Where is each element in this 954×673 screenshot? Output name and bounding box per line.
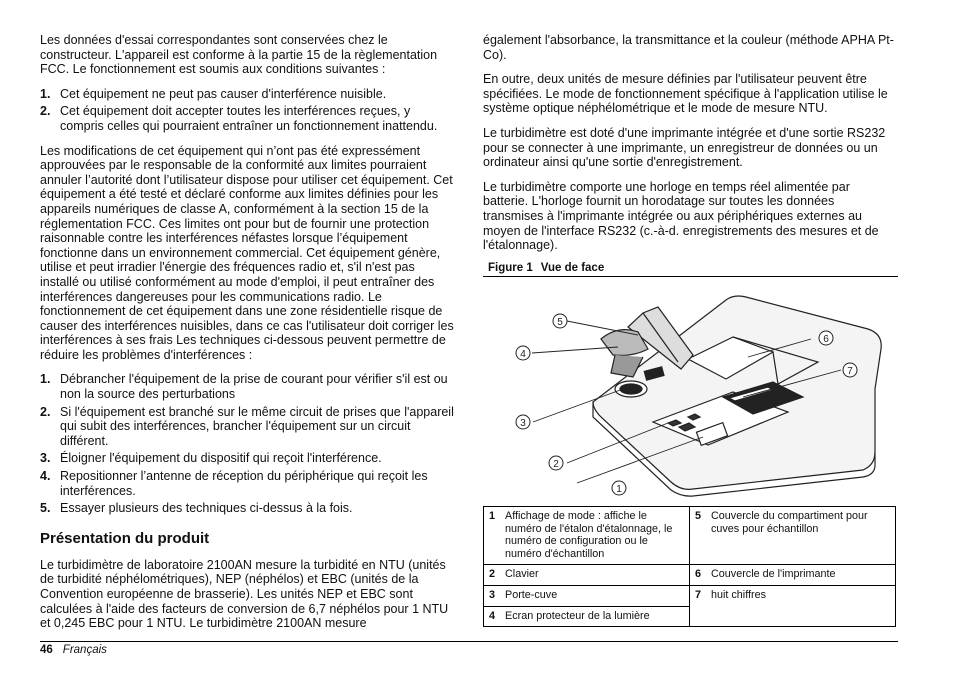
table-row: 3 Porte-cuve 7 huit chiffres — [484, 585, 896, 606]
callout-4: 4 — [520, 349, 526, 360]
section-heading: Présentation du produit — [40, 529, 210, 547]
body-paragraph: Le turbidimètre est doté d'une imprimante intégrée et d'une sortie RS232 pour se connecter à une imprimante, un enregistreur de données ou un ordinateur ainsi qu'une sortie d'enregistrement. — [483, 125, 886, 170]
right-column — [483, 33, 898, 263]
list-item: 4. Repositionner l’antenne de réception du périphérique qui reçoit les interférences. — [40, 469, 428, 498]
list-item: 2. Si l'équipement est branché sur le même circuit de prises que l'appareil qui subit des interférences, brancher l'équipement sur un circuit différent. — [40, 404, 454, 448]
callout-7: 7 — [847, 366, 853, 377]
table-row: 2 Clavier 6 Couvercle de l'imprimante — [484, 565, 896, 586]
figure-title: Vue de face — [540, 262, 605, 274]
page-number: 46 — [40, 644, 53, 656]
list-item: 1. Cet équipement ne peut pas causer d'interférence nuisible. — [40, 86, 387, 101]
fcc-conditions-list — [40, 87, 455, 134]
list-item: 1. Débrancher l'équipement de la prise de courant pour vérifier s'il est ou non la source des perturbations — [40, 372, 448, 402]
figure-number: Figure 1 — [488, 262, 533, 274]
list-item: 5. Essayer plusieurs des techniques ci-dessus à la fois. — [40, 501, 353, 516]
body-paragraph: Le turbidimètre comporte une horloge en temps réel alimentée par batterie. L'horloge fournit un horodatage sur toutes les données transmises à l'imprimante intégrée ou aux périphériques externes au moyen de l'interface RS232 (c.-à-d. enregistrements des mesures et de l'étalonnage). — [483, 179, 879, 253]
callout-1: 1 — [616, 484, 622, 495]
table-row: 4 Ecran protecteur de la lumière — [484, 606, 896, 627]
body-paragraph: également l'absorbance, la transmittance et la couleur (méthode APHA Pt-Co). — [483, 33, 894, 62]
callout-5: 5 — [557, 317, 563, 328]
table-row: 1 Affichage de mode : affiche le numéro de l'étalon d'étalonnage, le numéro de configuration ou le numéro d'échantillon 5 Couvercle du compartiment pour cuves pour échantillon — [484, 507, 896, 565]
list-item: 3. Éloigner l'équipement du dispositif qui reçoit l'interférence. — [40, 451, 382, 466]
callout-3: 3 — [520, 418, 526, 429]
callout-6: 6 — [823, 334, 829, 345]
fcc-paragraph: Les données d'essai correspondantes sont conservées chez le constructeur. L'appareil est conforme à la partie 15 de la règlementation FCC. Le fonctionnement est soumis aux conditions suivantes : — [40, 33, 438, 77]
body-paragraph: En outre, deux unités de mesure définies par l'utilisateur peuvent être spécifiées. Le mode de fonctionnement spécifique à l'application utilise le système optique néphélométrique et le mode de mesure NTU. — [483, 72, 888, 116]
list-item: 2. Cet équipement doit accepter toutes les interférences reçues, y compris celles qui pourraient entraîner un fonctionnement inattendu. — [40, 104, 438, 133]
figure-caption — [483, 262, 898, 277]
modifications-paragraph: Les modifications de cet équipement qui n’ont pas été expressément approuvées par le responsable de la conformité aux limites pourraient annuler l’autorité dont l’utilisateur dispose pour utiliser cet équipement. Cet équipement a été testé et déclaré conforme aux limites définies pour les appareils numériques de classe A, conformément à la section 15 de la réglementation FCC. Ces limites ont pour but de fournir une protection raisonnable contre les interférences néfastes lorsque l’équipement fonctionne dans un environnement commercial. Cet équipement génère, utilise et peut irradier l'énergie des fréquences radio et, s'il n'est pas installé ou utilisé conformément au mode d'emploi, il peut entraîner des interférences dangereuses pour les communications radio. Le fonctionnement de cet équipement dans une zone résidentielle risque de causer des interférences nuisibles, dans ce cas l'utilisateur doit corriger les interférences à ses frais Les techniques ci-dessous peuvent permettre de réduire les problèmes d'interférences : — [40, 143, 454, 362]
page-footer — [40, 644, 107, 656]
callout-2: 2 — [553, 459, 559, 470]
footer-rule — [40, 641, 898, 642]
interference-techniques-list — [40, 372, 455, 515]
figure-legend-table — [483, 506, 896, 627]
figure — [483, 262, 898, 503]
footer-language: Français — [62, 644, 107, 656]
left-column — [40, 33, 455, 641]
turbidimeter-illustration — [483, 277, 898, 503]
product-paragraph: Le turbidimètre de laboratoire 2100AN mesure la turbidité en NTU (unités de turbidité néphélométriques), NEP (néphélos) et EBC (unités de la Convention européenne de brasserie). Les unités NEP et EBC sont calculées à l'aide des facteurs de conversion de 6,7 néphélos pour 1 NTU et 0,245 EBC pour 1 NTU. Le turbidimètre 2100AN mesure — [40, 557, 449, 631]
